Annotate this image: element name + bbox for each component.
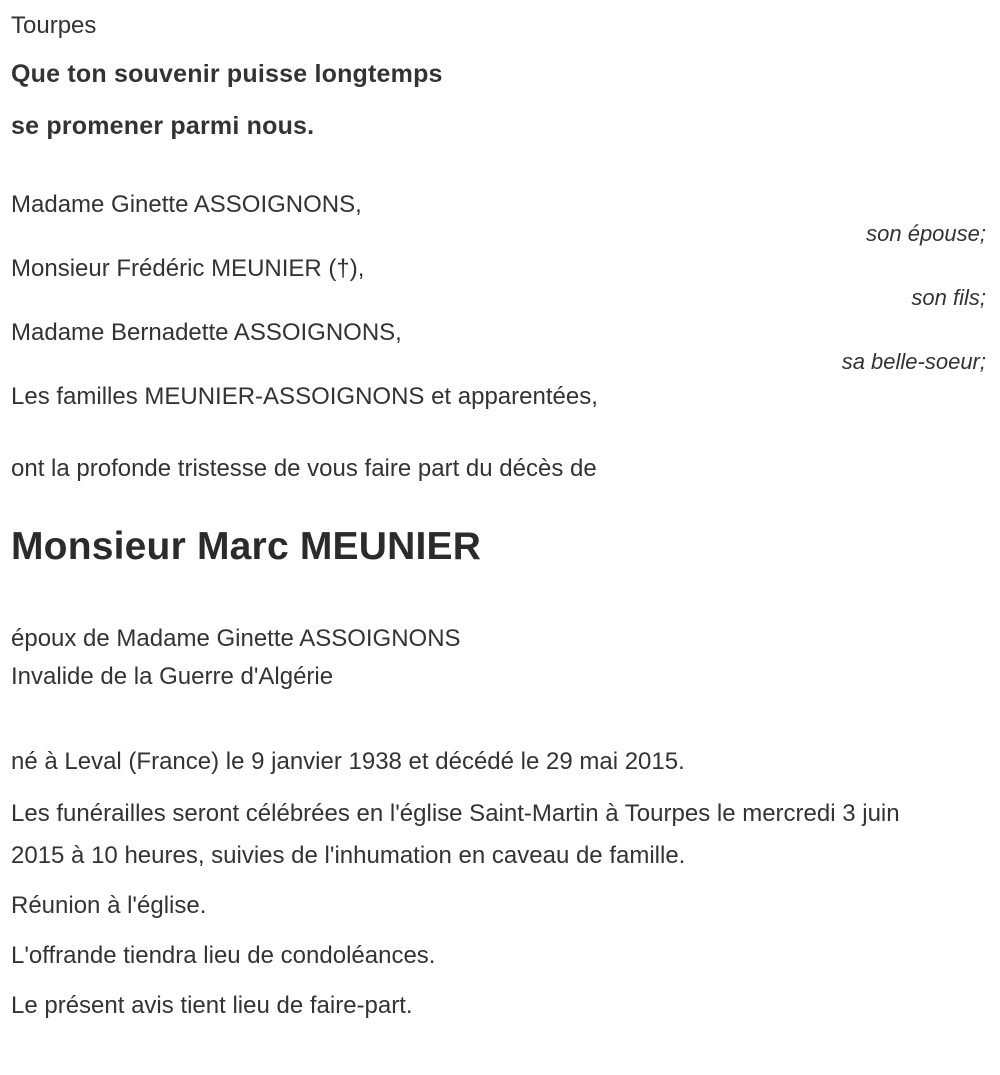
- family-member-name: Madame Bernadette ASSOIGNONS,: [11, 319, 402, 346]
- deceased-detail-spouse: époux de Madame Ginette ASSOIGNONS: [11, 625, 461, 652]
- family-member-row: [11, 318, 986, 376]
- funeral-info-paragraph: Les funérailles seront célébrées en l'église Saint-Martin à Tourpes le mercredi 3 juin 2015 à 10 heures, suivies de l'inhumation en caveau de famille.: [11, 800, 900, 869]
- family-member-row: [11, 190, 986, 248]
- family-member-relation: son épouse;: [866, 221, 986, 246]
- intro-line: ont la profonde tristesse de vous faire part du décès de: [11, 455, 597, 482]
- condolences-line: L'offrande tiendra lieu de condoléances.: [11, 942, 436, 969]
- family-member-row: [11, 254, 986, 312]
- epitaph-line-1: Que ton souvenir puisse longtemps: [11, 60, 443, 88]
- family-member-name: Les familles MEUNIER-ASSOIGNONS et apparentées,: [11, 383, 598, 410]
- family-member-name: Monsieur Frédéric MEUNIER (†),: [11, 255, 365, 282]
- deceased-name-heading: Monsieur Marc MEUNIER: [11, 525, 482, 568]
- family-member-relation: son fils;: [911, 285, 986, 310]
- life-dates-line: né à Leval (France) le 9 janvier 1938 et décédé le 29 mai 2015.: [11, 748, 685, 775]
- family-member-row: [11, 382, 986, 412]
- meeting-line: Réunion à l'église.: [11, 892, 207, 919]
- notice-line: Le présent avis tient lieu de faire-part.: [11, 992, 413, 1019]
- family-member-relation: sa belle-soeur;: [841, 349, 986, 374]
- location-line: Tourpes: [11, 12, 97, 39]
- family-list: [11, 190, 986, 412]
- epitaph-line-2: se promener parmi nous.: [11, 112, 315, 140]
- family-member-name: Madame Ginette ASSOIGNONS,: [11, 191, 362, 218]
- deceased-details: [11, 620, 986, 696]
- deceased-detail-veteran: Invalide de la Guerre d'Algérie: [11, 663, 334, 690]
